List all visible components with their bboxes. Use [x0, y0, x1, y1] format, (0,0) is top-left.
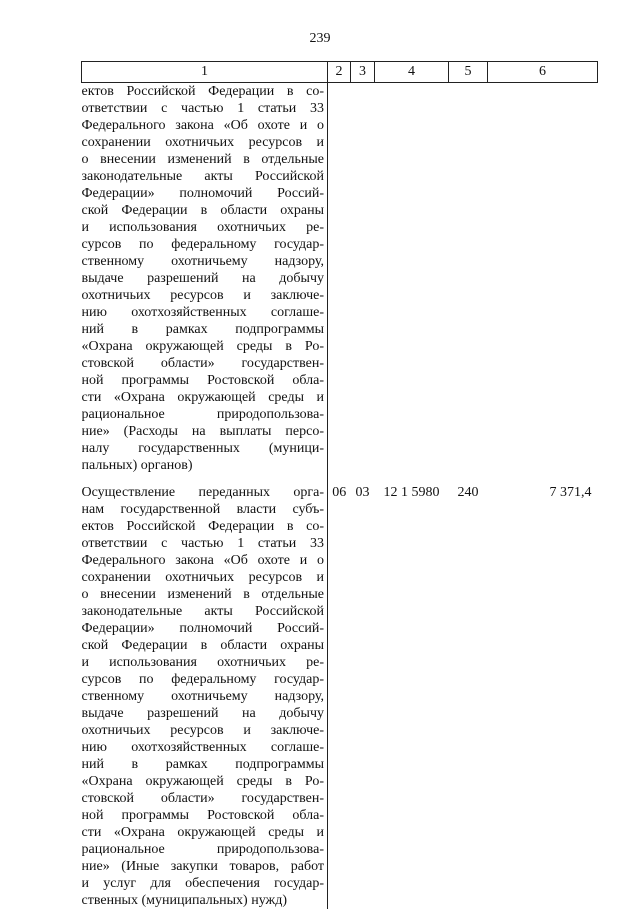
description-line: рациональное природопользова- — [82, 841, 325, 858]
description-line: ние» (Иные закупки товаров, работ — [82, 858, 325, 875]
gap-cell — [375, 474, 449, 484]
table-body — [82, 83, 598, 909]
description-line: сти «Охрана окружающей среды и — [82, 389, 325, 406]
row-csr — [375, 83, 449, 475]
description-line: ной программы Ростовской обла- — [82, 807, 325, 824]
description-line: охотничьих ресурсов и заключе- — [82, 722, 325, 739]
description-line: ственному охотничьему надзору, — [82, 253, 325, 270]
description-line: нию охотхозяйственных соглаше- — [82, 304, 325, 321]
description-line: ний в рамках подпрограммы — [82, 756, 325, 773]
description-line: пальных) органов) — [82, 457, 325, 474]
description-line: ской Федерации в области охраны — [82, 637, 325, 654]
description-line: «Охрана окружающей среды в Ро- — [82, 338, 325, 355]
description-line: и услуг для обеспечения государ- — [82, 875, 325, 892]
description-line: о внесении изменений в отдельные — [82, 151, 325, 168]
gap-cell — [449, 474, 488, 484]
description-line: законодательные акты Российской — [82, 603, 325, 620]
row-vr — [449, 83, 488, 475]
row-pr — [351, 83, 375, 475]
description-line: Осуществление переданных орга- — [82, 484, 325, 501]
description-line: сохранении охотничьих ресурсов и — [82, 569, 325, 586]
gap-cell — [328, 474, 351, 484]
description-line: сурсов по федеральному государ- — [82, 671, 325, 688]
description-line: стовской области» государствен- — [82, 355, 325, 372]
description-line: сурсов по федеральному государ- — [82, 236, 325, 253]
description-line: ной программы Ростовской обла- — [82, 372, 325, 389]
row-sum — [488, 83, 598, 475]
column-header-3: 3 — [351, 62, 375, 83]
description-line: Федерального закона «Об охоте и о — [82, 552, 325, 569]
page-number: 239 — [0, 31, 640, 47]
row-gap — [82, 474, 598, 484]
row-csr: 12 1 5980 — [375, 484, 449, 909]
description-line: Федерации» полномочий Россий- — [82, 620, 325, 637]
row-rz: 06 — [328, 484, 351, 909]
row-vr: 240 — [449, 484, 488, 909]
budget-table — [81, 61, 598, 909]
description-line: сти «Охрана окружающей среды и — [82, 824, 325, 841]
description-line: и использования охотничьих ре- — [82, 219, 325, 236]
description-line: ответствии с частью 1 статьи 33 — [82, 535, 325, 552]
column-header-2: 2 — [328, 62, 351, 83]
description-line: «Охрана окружающей среды в Ро- — [82, 773, 325, 790]
column-header-6: 6 — [488, 62, 598, 83]
description-line: стовской области» государствен- — [82, 790, 325, 807]
description-line: налу государственных (муници- — [82, 440, 325, 457]
gap-cell — [351, 474, 375, 484]
column-header-5: 5 — [449, 62, 488, 83]
description-line: Федерального закона «Об охоте и о — [82, 117, 325, 134]
description-line: нам государственной власти субъ- — [82, 501, 325, 518]
description-line: охотничьих ресурсов и заключе- — [82, 287, 325, 304]
description-line: выдаче разрешений на добычу — [82, 705, 325, 722]
description-line: ственному охотничьему надзору, — [82, 688, 325, 705]
table-header-row — [82, 62, 598, 83]
description-line: ектов Российской Федерации в со- — [82, 83, 325, 100]
column-header-4: 4 — [375, 62, 449, 83]
description-line: ственных (муниципальных) нужд) — [82, 892, 325, 909]
description-line: ской Федерации в области охраны — [82, 202, 325, 219]
description-line: выдаче разрешений на добычу — [82, 270, 325, 287]
description-line: нию охотхозяйственных соглаше- — [82, 739, 325, 756]
gap-cell — [82, 474, 328, 484]
gap-cell — [488, 474, 598, 484]
description-line: рациональное природопользова- — [82, 406, 325, 423]
row-pr: 03 — [351, 484, 375, 909]
description-line: о внесении изменений в отдельные — [82, 586, 325, 603]
table-row — [82, 83, 598, 475]
description-line: ний в рамках подпрограммы — [82, 321, 325, 338]
table-row — [82, 484, 598, 909]
row-rz — [328, 83, 351, 475]
row-description — [82, 484, 328, 909]
description-line: законодательные акты Российской — [82, 168, 325, 185]
description-line: сохранении охотничьих ресурсов и — [82, 134, 325, 151]
row-sum: 7 371,4 — [488, 484, 598, 909]
description-line: Федерации» полномочий Россий- — [82, 185, 325, 202]
row-description — [82, 83, 328, 475]
description-line: ответствии с частью 1 статьи 33 — [82, 100, 325, 117]
description-line: ектов Российской Федерации в со- — [82, 518, 325, 535]
description-line: и использования охотничьих ре- — [82, 654, 325, 671]
column-header-1: 1 — [82, 62, 328, 83]
description-line: ние» (Расходы на выплаты персо- — [82, 423, 325, 440]
